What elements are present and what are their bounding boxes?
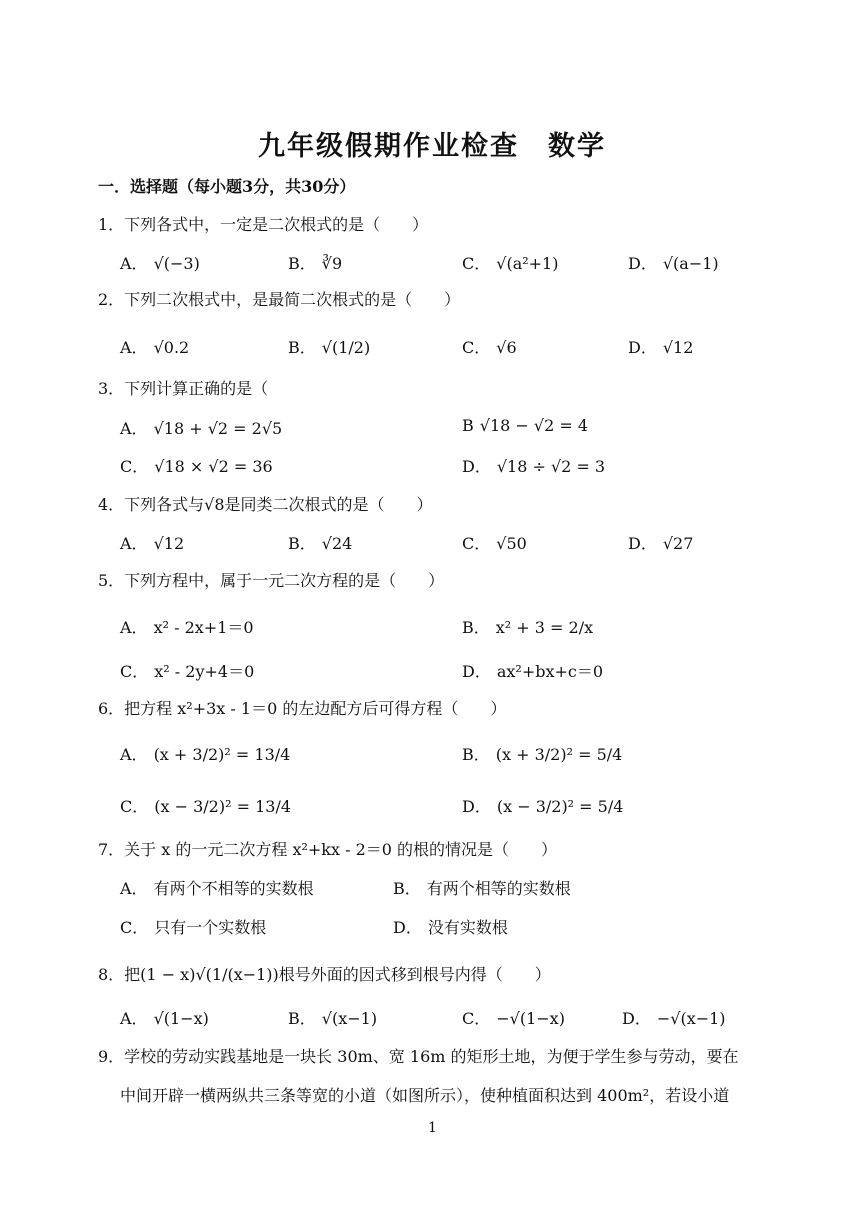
option xyxy=(462,615,593,638)
option-text: √18 × √2 = 36 xyxy=(154,457,273,476)
question-stem: 5．下列方程中，属于一元二次方程的是（ ） xyxy=(98,571,445,590)
option xyxy=(120,416,282,439)
option xyxy=(462,1006,565,1029)
option-text: √(a−1) xyxy=(662,254,719,273)
option xyxy=(288,251,342,274)
question-stem: 7．关于 x 的一元二次方程 x²+kx - 2＝0 的根的情况是（ ） xyxy=(98,840,558,859)
option xyxy=(628,531,693,554)
question-stem: 9．学校的劳动实践基地是一块长 30m、宽 16m 的矩形土地，为便于学生参与劳动，要在 xyxy=(98,1047,739,1066)
option xyxy=(393,876,571,899)
option-label: A． xyxy=(120,338,148,357)
option-text: √12 xyxy=(153,534,185,553)
option-label: D． xyxy=(628,534,657,553)
option-text: (x + 3/2)² = 13/4 xyxy=(153,745,291,764)
option-label: D． xyxy=(393,918,422,937)
option-text: √0.2 xyxy=(153,338,190,357)
option-label: A． xyxy=(120,745,148,764)
question-stem: 8．把(1 − x)√(1/(x−1))根号外面的因式移到根号内得（ ） xyxy=(98,965,551,984)
option-label: B． xyxy=(462,618,490,637)
option-text: (x − 3/2)² = 5/4 xyxy=(496,797,624,816)
option-text: (x + 3/2)² = 5/4 xyxy=(495,745,623,764)
option-text: √12 xyxy=(662,338,694,357)
question-stem: 6．把方程 x²+3x - 1＝0 的左边配方后可得方程（ ） xyxy=(98,699,507,718)
option-label: B． xyxy=(288,534,316,553)
option-label: C． xyxy=(120,918,149,937)
option-label: D． xyxy=(628,254,657,273)
option xyxy=(462,659,603,682)
option-text: √(x−1) xyxy=(321,1009,378,1028)
option xyxy=(120,659,254,682)
option-label: A． xyxy=(120,618,148,637)
option xyxy=(462,251,558,274)
question-stem: 3．下列计算正确的是（ xyxy=(98,379,269,398)
page-title: 九年级假期作业检查 数学 xyxy=(258,131,606,162)
option-label: B． xyxy=(288,1009,316,1028)
option-text: −√(1−x) xyxy=(496,1009,565,1028)
option-text: x² - 2y+4＝0 xyxy=(154,662,255,681)
option-text: √24 xyxy=(321,534,353,553)
option-text: 有两个相等的实数根 xyxy=(426,879,571,898)
option xyxy=(393,915,508,938)
question-stem: 2．下列二次根式中，是最简二次根式的是（ ） xyxy=(98,290,461,309)
option-text: √(−3) xyxy=(153,254,200,273)
option-text: x² + 3 = 2/x xyxy=(495,618,594,637)
option-label: C． xyxy=(120,662,149,681)
option-label: D． xyxy=(462,662,491,681)
option-text: √(a²+1) xyxy=(496,254,559,273)
option xyxy=(120,876,314,899)
option-label: B． xyxy=(288,254,316,273)
option-label: C． xyxy=(120,797,149,816)
option-text: √(1−x) xyxy=(153,1009,209,1028)
option-label: A． xyxy=(120,879,148,898)
option xyxy=(462,454,605,477)
option xyxy=(462,416,588,435)
option xyxy=(462,335,517,358)
option xyxy=(120,454,273,477)
option xyxy=(288,335,370,358)
section-heading: 一．选择题（每小题3分，共30分） xyxy=(98,177,356,196)
option-text: (x − 3/2)² = 13/4 xyxy=(154,797,292,816)
option xyxy=(462,794,623,817)
option-label: C． xyxy=(462,1009,491,1028)
option-label: A． xyxy=(120,534,148,553)
option xyxy=(120,1006,209,1029)
question-stem-continued: 中间开辟一横两纵共三条等宽的小道（如图所示），使种植面积达到 400m²，若设小道 xyxy=(120,1086,730,1105)
option-text: √27 xyxy=(662,534,694,553)
option-label: B． xyxy=(288,338,316,357)
option xyxy=(120,742,290,765)
option-label: A． xyxy=(120,1009,148,1028)
option xyxy=(120,335,189,358)
option-text: √50 xyxy=(496,534,527,553)
option-text: 只有一个实数根 xyxy=(154,918,267,937)
option-label: B xyxy=(462,416,474,435)
option-text: √18 − √2 = 4 xyxy=(479,416,589,435)
option xyxy=(622,1006,726,1029)
option-label: C． xyxy=(462,338,491,357)
option xyxy=(628,335,693,358)
option-text: √(1/2) xyxy=(321,338,371,357)
option-text: √6 xyxy=(496,338,517,357)
option-label: B． xyxy=(393,879,421,898)
option xyxy=(120,915,266,938)
option-label: B． xyxy=(462,745,490,764)
option xyxy=(120,251,200,274)
question-stem: 1．下列各式中，一定是二次根式的是（ ） xyxy=(98,215,429,234)
option-text: 没有实数根 xyxy=(427,918,508,937)
option-label: C． xyxy=(462,254,491,273)
option xyxy=(120,615,254,638)
option-label: D． xyxy=(628,338,657,357)
option-label: A． xyxy=(120,254,148,273)
option-text: ∛9 xyxy=(321,254,343,273)
option-label: C． xyxy=(462,534,491,553)
option xyxy=(288,531,352,554)
option xyxy=(288,1006,377,1029)
option xyxy=(628,251,719,274)
option-text: 有两个不相等的实数根 xyxy=(153,879,314,898)
option xyxy=(462,742,622,765)
option xyxy=(120,531,184,554)
option-text: √18 + √2 = 2√5 xyxy=(153,419,283,438)
option-label: C． xyxy=(120,457,149,476)
option-label: D． xyxy=(622,1009,651,1028)
option-text: ax²+bx+c＝0 xyxy=(496,662,604,681)
option xyxy=(120,794,291,817)
option-text: x² - 2x+1＝0 xyxy=(153,618,254,637)
option-text: −√(x−1) xyxy=(656,1009,726,1028)
option-label: D． xyxy=(462,797,491,816)
page-number: 1 xyxy=(428,1120,437,1136)
option xyxy=(462,531,527,554)
option-label: D． xyxy=(462,457,491,476)
option-label: A． xyxy=(120,419,148,438)
question-stem: 4．下列各式与√8是同类二次根式的是（ ） xyxy=(98,495,433,514)
option-text: √18 ÷ √2 = 3 xyxy=(496,457,606,476)
